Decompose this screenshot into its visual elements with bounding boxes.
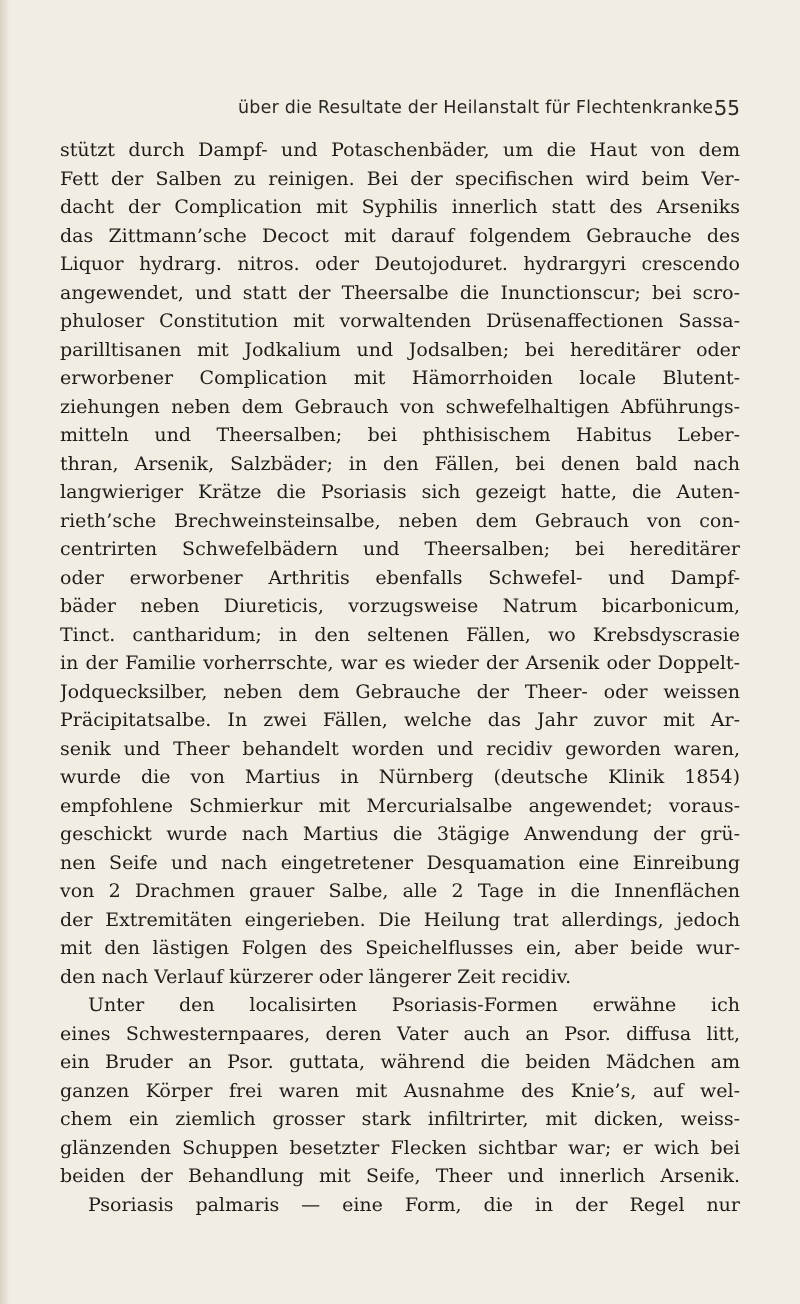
- text-line: mit den lästigen Folgen des Speichelflusses ein, aber beide wur-: [60, 937, 740, 959]
- text-line: phuloser Constitution mit vorwaltenden Drüsenaffectionen Sassa-: [60, 310, 740, 332]
- text-line: glänzenden Schuppen besetzter Flecken sichtbar war; er wich bei: [60, 1136, 740, 1159]
- page-edge-shadow: [0, 0, 10, 1304]
- text-line: der Extremitäten eingerieben. Die Heilung trat allerdings, jedoch: [60, 908, 740, 931]
- text-line: senik und Theer behandelt worden und recidiv geworden waren,: [60, 737, 740, 760]
- text-line: ziehungen neben dem Gebrauch von schwefelhaltigen Abführungs-: [60, 395, 740, 418]
- text-line: Jodquecksilber, neben dem Gebrauche der Theer- oder weissen: [60, 680, 740, 703]
- text-line: angewendet, und statt der Theersalbe die Inunctionscur; bei scro-: [60, 281, 740, 304]
- text-line: stützt durch Dampf- und Potaschenbäder, um die Haut von dem: [60, 139, 740, 161]
- text-line: wurde die von Martius in Nürnberg (deutsche Klinik 1854): [60, 766, 740, 788]
- text-line: empfohlene Schmierkur mit Mercurialsalbe angewendet; voraus-: [60, 794, 740, 817]
- text-line: ein Bruder an Psor. guttata, während die beiden Mädchen am: [60, 1051, 740, 1073]
- text-line: dacht der Complication mit Syphilis innerlich statt des Arseniks: [60, 196, 740, 218]
- text-line: das Zittmann’sche Decoct mit darauf folgendem Gebrauche des: [60, 224, 740, 247]
- text-line: nen Seife und nach eingetretener Desquamation eine Einreibung: [60, 851, 740, 874]
- text-line: in der Familie vorherrschte, war es wieder der Arsenik oder Doppelt-: [60, 652, 740, 674]
- running-title: über die Resultate der Heilanstalt für Flechtenkranke.: [238, 98, 720, 118]
- text-line: thran, Arsenik, Salzbäder; in den Fällen, bei denen bald nach: [60, 452, 740, 475]
- text-line: geschickt wurde nach Martius die 3tägige Anwendung der grü-: [60, 823, 740, 845]
- text-line: Präcipitatsalbe. In zwei Fällen, welche das Jahr zuvor mit Ar-: [60, 709, 740, 731]
- text-line: chem ein ziemlich grosser stark infiltrirter, mit dicken, weiss-: [60, 1108, 740, 1130]
- text-line: eines Schwesternpaares, deren Vater auch an Psor. diffusa litt,: [60, 1022, 740, 1045]
- text-line: centrirten Schwefelbädern und Theersalben; bei hereditärer: [60, 538, 740, 560]
- running-head: [100, 96, 740, 126]
- text-line: bäder neben Diureticis, vorzugsweise Natrum bicarbonicum,: [60, 595, 740, 617]
- text-line: Liquor hydrarg. nitros. oder Deutojoduret. hydrargyri crescendo: [60, 253, 740, 275]
- text-line: ganzen Körper frei waren mit Ausnahme des Knie’s, auf wel-: [60, 1079, 740, 1102]
- text-line: erworbener Complication mit Hämorrhoiden locale Blutent-: [60, 367, 740, 389]
- text-line: langwieriger Krätze die Psoriasis sich gezeigt hatte, die Auten-: [60, 481, 740, 503]
- page-number: 55: [714, 96, 740, 120]
- text-line: Tinct. cantharidum; in den seltenen Fällen, wo Krebsdyscrasie: [60, 623, 740, 646]
- text-line-paragraph-start: Unter den localisirten Psoriasis-Formen erwähne ich: [88, 994, 740, 1016]
- text-line: rieth’sche Brechweinsteinsalbe, neben dem Gebrauch von con-: [60, 509, 740, 532]
- text-line-paragraph-start: Psoriasis palmaris — eine Form, die in der Regel nur: [88, 1193, 740, 1216]
- text-line-paragraph-end: den nach Verlauf kürzerer oder längerer Zeit recidiv.: [60, 965, 572, 988]
- text-line: Fett der Salben zu reinigen. Bei der specifischen wird beim Ver-: [60, 167, 740, 190]
- text-line: parilltisanen mit Jodkalium und Jodsalben; bei hereditärer oder: [60, 338, 740, 361]
- text-line: beiden der Behandlung mit Seife, Theer und innerlich Arsenik.: [60, 1165, 740, 1187]
- text-line: mitteln und Theersalben; bei phthisischem Habitus Leber-: [60, 424, 740, 446]
- body-text: [60, 136, 740, 1219]
- text-line: oder erworbener Arthritis ebenfalls Schwefel- und Dampf-: [60, 566, 740, 589]
- text-line: von 2 Drachmen grauer Salbe, alle 2 Tage in die Innenflächen: [60, 880, 740, 902]
